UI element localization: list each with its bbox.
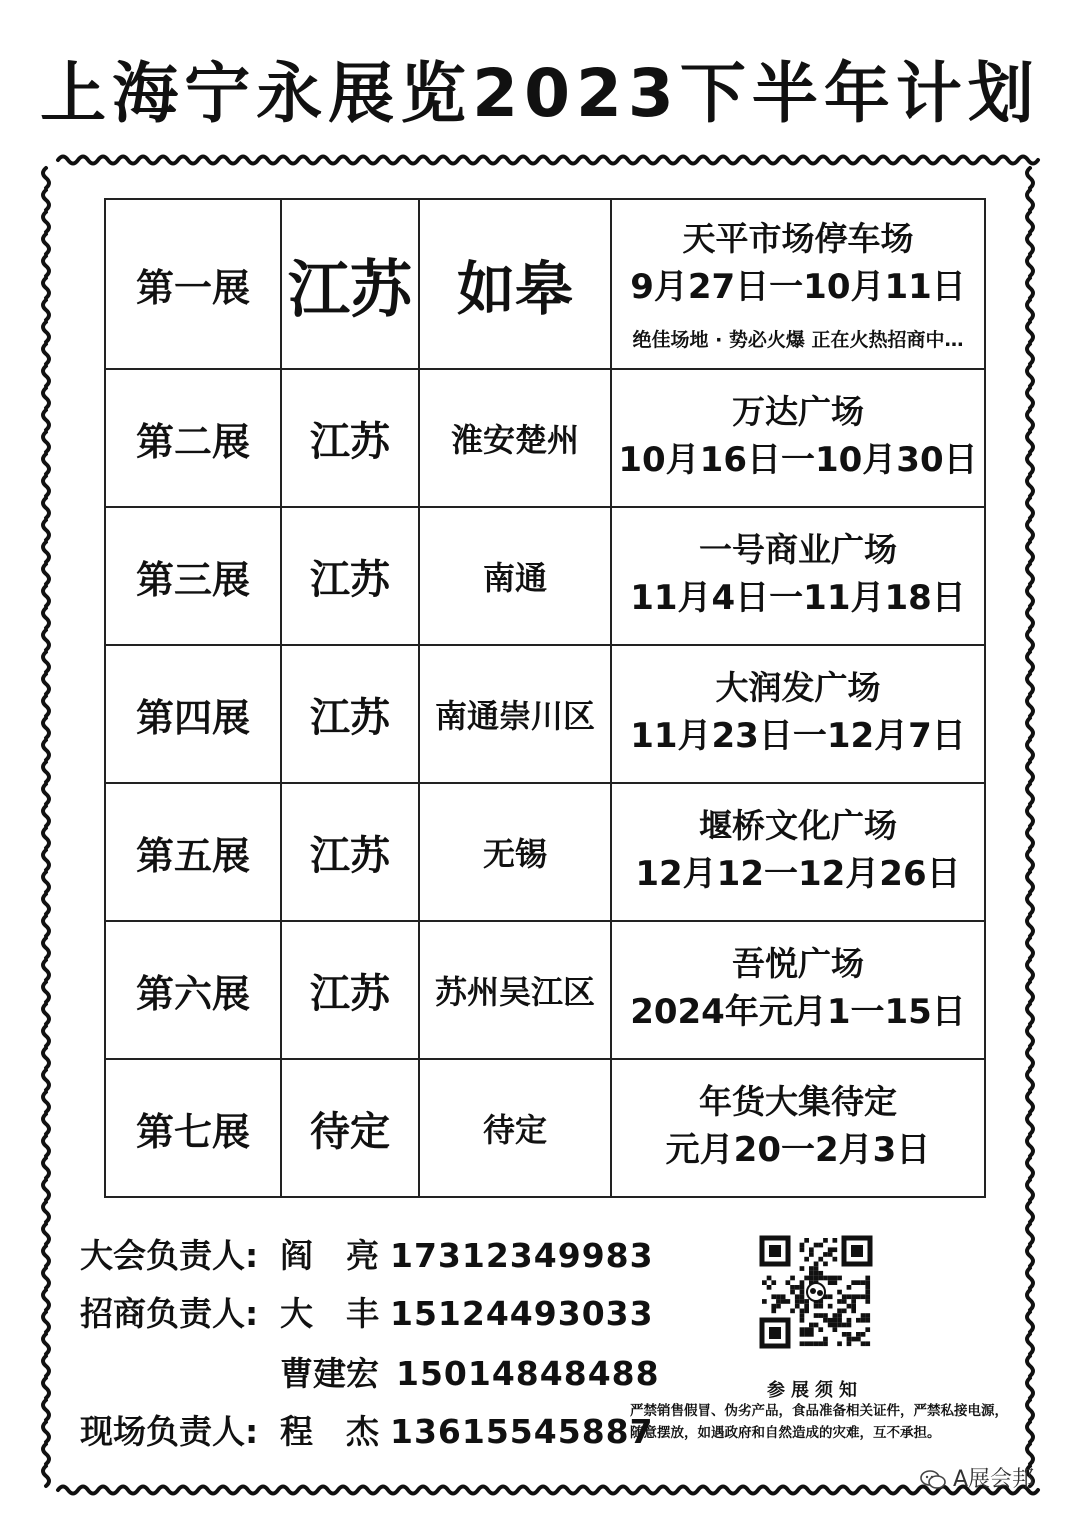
venue-name: 年货大集待定 (699, 1082, 897, 1121)
province-cell: 待定 (281, 1059, 419, 1197)
table-row (105, 921, 985, 1059)
table-row (105, 783, 985, 921)
city-cell: 南通 (419, 507, 611, 645)
venue-cell (611, 645, 985, 783)
table-row (105, 1059, 985, 1197)
exhibition-label: 第一展 (105, 199, 281, 369)
contact-name: 阎 亮 (280, 1236, 379, 1275)
contact-name: 程 杰 (280, 1412, 379, 1451)
venue-cell (611, 369, 985, 507)
venue-name: 一号商业广场 (699, 530, 897, 569)
table-row (105, 369, 985, 507)
venue-name: 吾悦广场 (732, 944, 864, 983)
exhibition-label: 第二展 (105, 369, 281, 507)
notice-title: 参展须知 (767, 1380, 863, 1401)
contact-row-investment-2 (80, 1348, 660, 1395)
venue-dates: 11月4日一11月18日 (630, 578, 966, 618)
city-cell: 南通崇川区 (419, 645, 611, 783)
schedule-table (104, 198, 986, 1198)
page-title: 上海宁永展览2023下半年计划 (40, 55, 1040, 132)
watermark (920, 1462, 1060, 1496)
venue-cell (611, 783, 985, 921)
wechat-icon (920, 1469, 946, 1491)
city-cell: 淮安楚州 (419, 369, 611, 507)
contact-phone: 17312349983 (390, 1236, 654, 1275)
contact-phone: 15124493033 (390, 1294, 654, 1333)
venue-name: 天平市场停车场 (682, 218, 914, 258)
province-cell: 江苏 (281, 921, 419, 1059)
table-row (105, 645, 985, 783)
table-row (105, 507, 985, 645)
contact-phone: 13615545887 (390, 1412, 654, 1451)
province-cell: 江苏 (281, 507, 419, 645)
qr-code[interactable] (758, 1234, 874, 1350)
venue-dates: 2024年元月1一15日 (630, 992, 966, 1032)
venue-cell (611, 921, 985, 1059)
venue-dates: 元月20一2月3日 (665, 1130, 931, 1170)
exhibition-label: 第四展 (105, 645, 281, 783)
province-cell: 江苏 (281, 199, 419, 369)
venue-dates: 10月16日一10月30日 (618, 440, 978, 480)
venue-dates: 12月12一12月26日 (635, 854, 961, 894)
venue-cell (611, 507, 985, 645)
exhibition-label: 第三展 (105, 507, 281, 645)
contact-name: 大 丰 (280, 1294, 379, 1333)
venue-name: 大润发广场 (715, 668, 881, 707)
city-cell: 无锡 (419, 783, 611, 921)
venue-name: 堰桥文化广场 (699, 806, 897, 845)
province-cell: 江苏 (281, 645, 419, 783)
watermark-text: A展会邦 (953, 1467, 1035, 1492)
exhibition-label: 第六展 (105, 921, 281, 1059)
contact-row-investment (80, 1288, 654, 1335)
contact-name: 曹建宏 (280, 1354, 379, 1393)
venue-dates: 11月23日一12月7日 (630, 716, 966, 756)
contact-row-onsite (80, 1406, 654, 1453)
province-cell: 江苏 (281, 783, 419, 921)
venue-cell (611, 1059, 985, 1197)
table-row (105, 199, 985, 369)
exhibition-label: 第五展 (105, 783, 281, 921)
contact-label: 大会负责人: (80, 1236, 259, 1275)
venue-name: 万达广场 (732, 392, 864, 431)
city-cell: 如皋 (419, 199, 611, 369)
venue-cell (611, 199, 985, 369)
notice-text: 严禁销售假冒、伪劣产品，食品准备相关证件，严禁私接电源，随意摆放，如遇政府和自然造成的灾难，互不承担。 (630, 1403, 1008, 1441)
contact-label: 招商负责人: (80, 1294, 259, 1333)
exhibition-label: 第七展 (105, 1059, 281, 1197)
contact-phone: 15014848488 (396, 1354, 660, 1393)
venue-slogan: 绝佳场地 · 势必火爆 正在火热招商中… (632, 328, 964, 351)
province-cell: 江苏 (281, 369, 419, 507)
city-cell: 苏州吴江区 (419, 921, 611, 1059)
city-cell: 待定 (419, 1059, 611, 1197)
contact-row-general (80, 1230, 654, 1277)
venue-dates: 9月27日一10月11日 (630, 266, 966, 307)
contact-label: 现场负责人: (80, 1412, 259, 1451)
